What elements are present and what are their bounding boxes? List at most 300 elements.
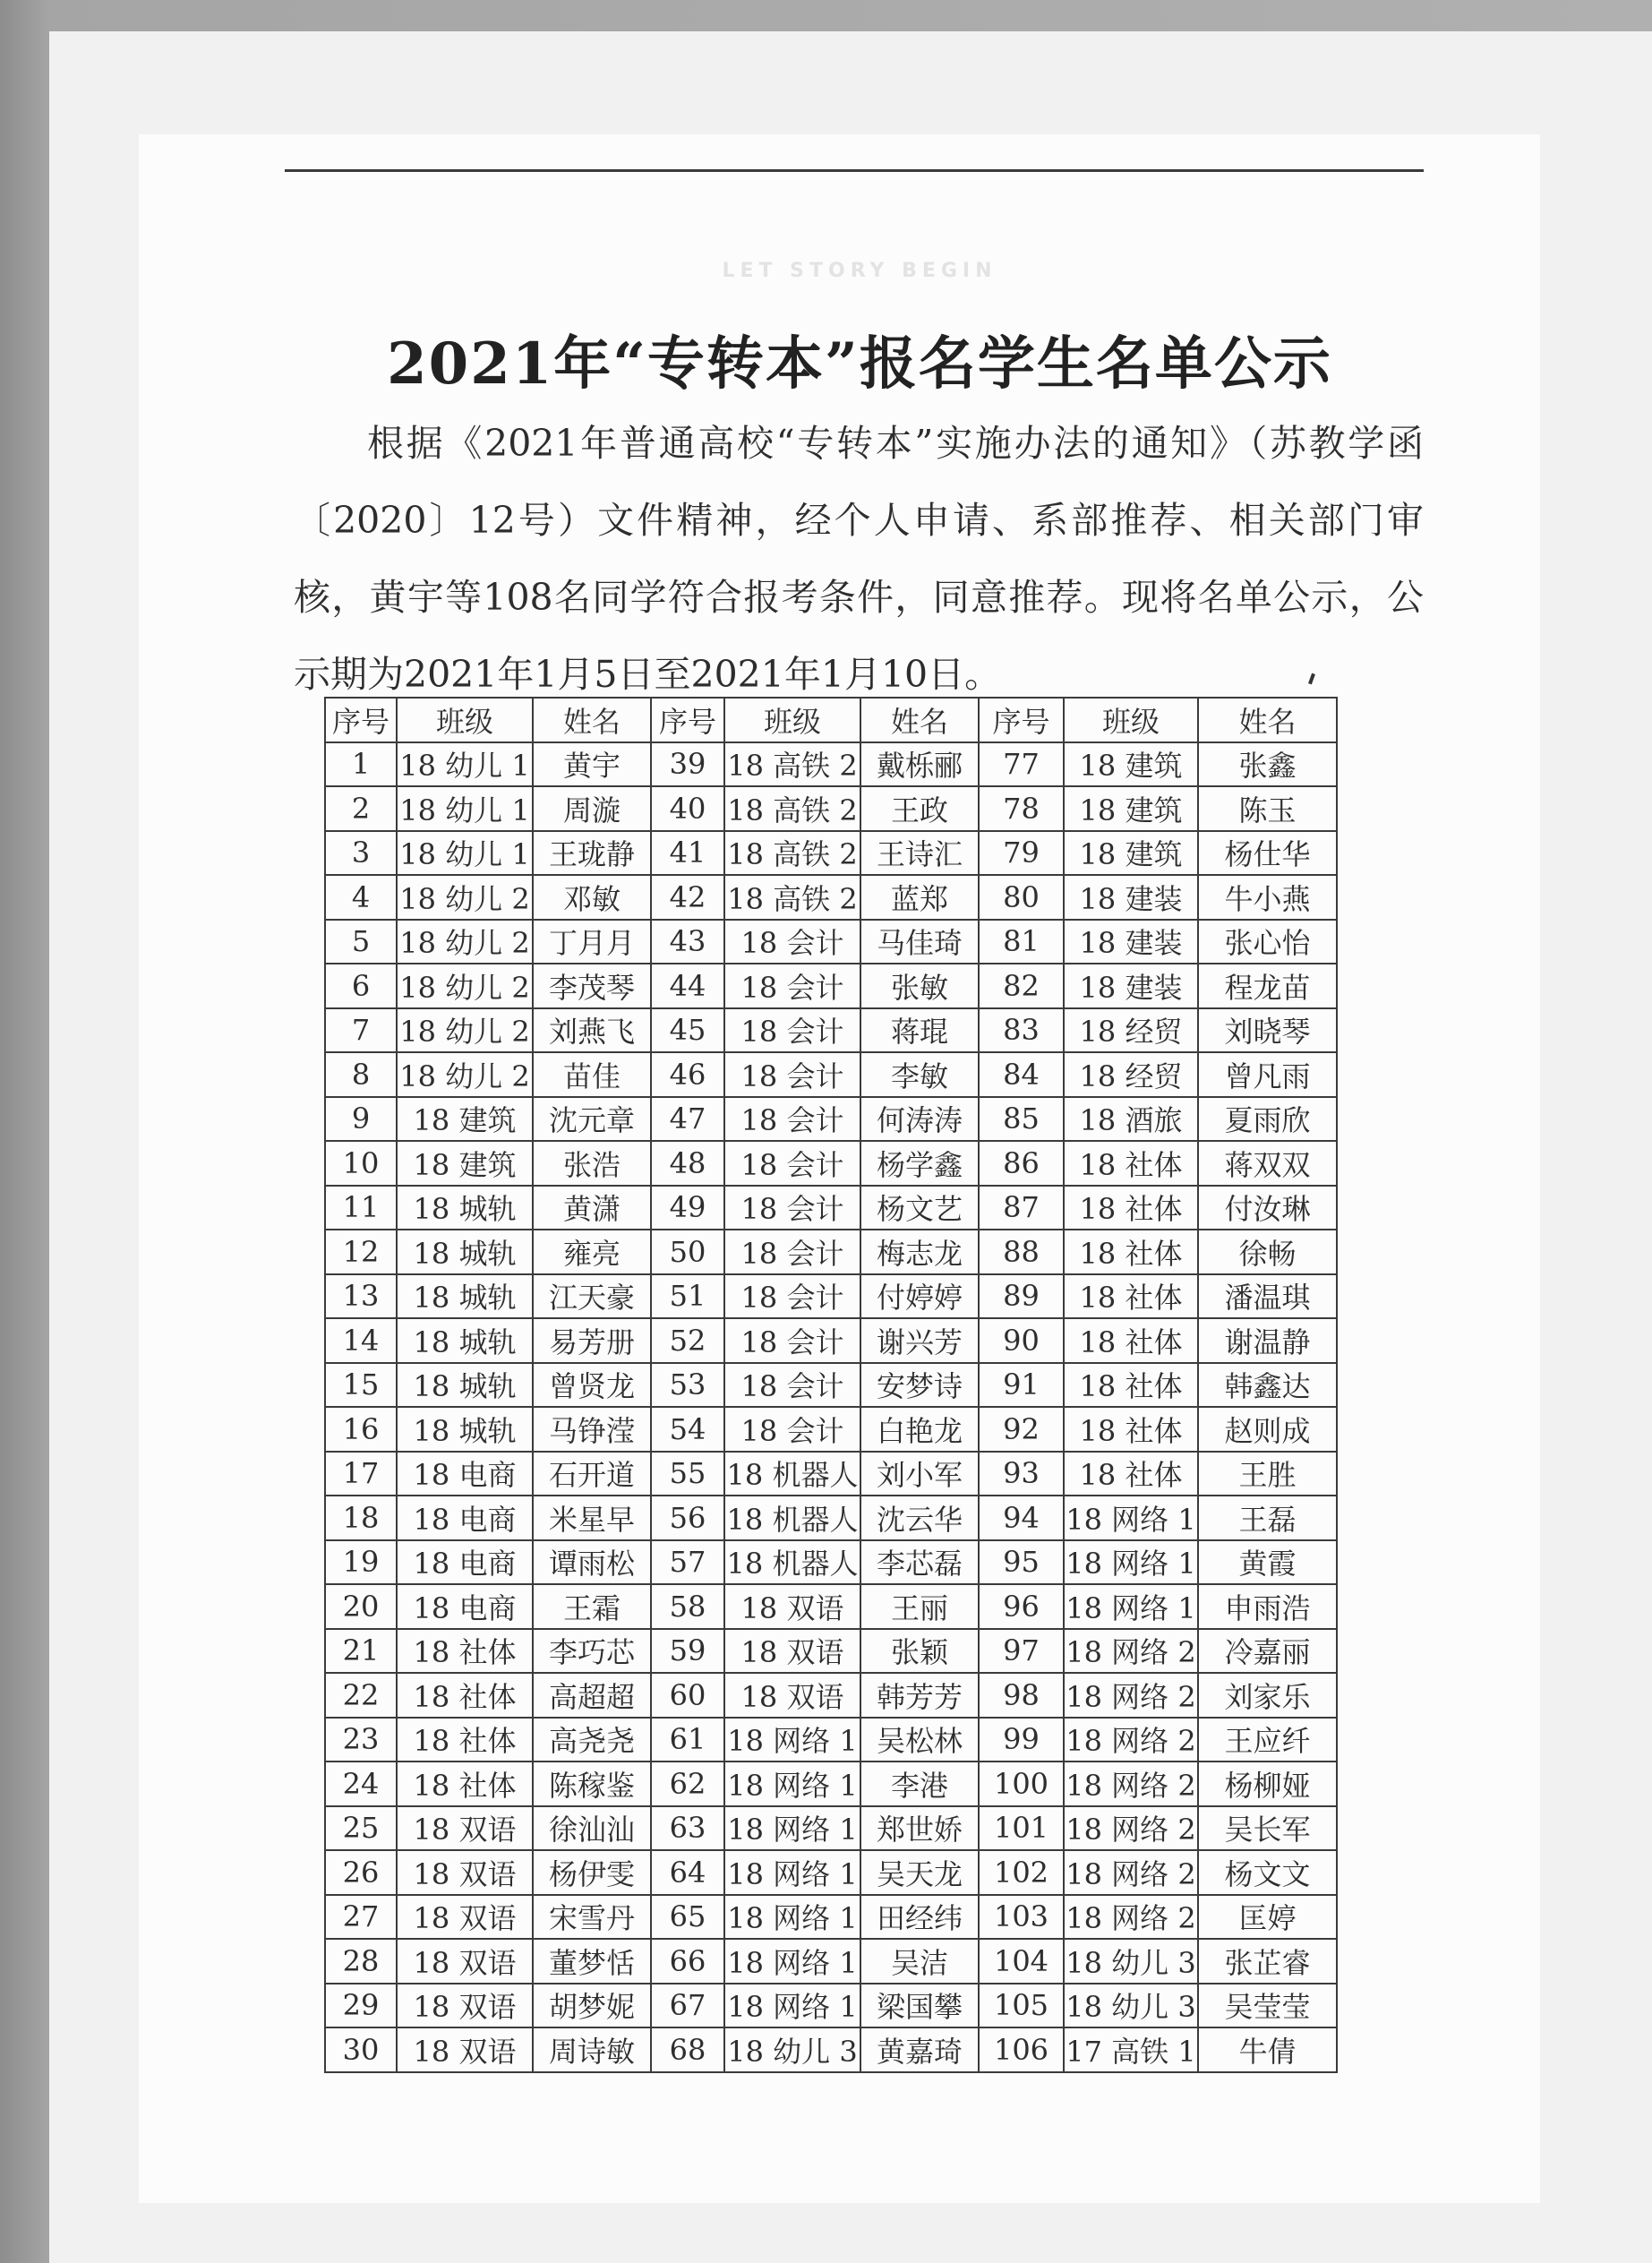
class-cell: 18 双语 [724,1673,860,1718]
name-cell: 吴天龙 [860,1850,979,1895]
name-cell: 刘晓琴 [1198,1008,1337,1053]
name-cell: 曾凡雨 [1198,1052,1337,1097]
seq-cell: 12 [325,1230,397,1274]
name-cell: 宋雪丹 [533,1895,651,1940]
name-cell: 苗佳 [533,1052,651,1097]
class-cell: 18 双语 [397,2027,533,2072]
seq-cell: 104 [979,1939,1064,1984]
name-cell: 白艳龙 [860,1407,979,1452]
seq-cell: 16 [325,1407,397,1452]
class-cell: 18 幼儿 3 [1064,1984,1198,2028]
seq-cell: 51 [651,1274,724,1319]
seq-cell: 41 [651,831,724,876]
name-cell: 蒋双双 [1198,1141,1337,1186]
name-cell: 牛倩 [1198,2027,1337,2072]
seq-cell: 21 [325,1629,397,1674]
name-cell: 李茂琴 [533,964,651,1008]
name-cell: 杨伊雯 [533,1850,651,1895]
student-roster-table [324,697,1338,2073]
class-cell: 18 高铁 2 [724,831,860,876]
class-cell: 18 幼儿 2 [397,1008,533,1053]
seq-cell: 77 [979,742,1064,787]
seq-cell: 84 [979,1052,1064,1097]
name-cell: 易芳册 [533,1318,651,1363]
table-row [325,920,1337,964]
table-header-row [325,698,1337,742]
class-cell: 18 社体 [1064,1363,1198,1408]
name-cell: 张颖 [860,1629,979,1674]
class-cell: 18 建装 [1064,875,1198,920]
class-cell: 18 双语 [397,1850,533,1895]
name-cell: 王珑静 [533,831,651,876]
class-cell: 18 幼儿 1 [397,742,533,787]
seq-cell: 29 [325,1984,397,2028]
table-row [325,1008,1337,1053]
class-cell: 18 网络 1 [1064,1496,1198,1540]
class-cell: 18 机器人 [724,1540,860,1585]
document-title: 2021年“专转本”报名学生名单公示 [387,330,1332,398]
seq-cell: 88 [979,1230,1064,1274]
seq-cell: 44 [651,964,724,1008]
class-cell: 18 社体 [397,1762,533,1806]
table-row [325,1806,1337,1851]
class-cell: 18 幼儿 2 [397,875,533,920]
seq-cell: 23 [325,1718,397,1762]
seq-cell: 53 [651,1363,724,1408]
name-cell: 付婷婷 [860,1274,979,1319]
seq-cell: 7 [325,1008,397,1053]
seq-cell: 6 [325,964,397,1008]
seq-cell: 61 [651,1718,724,1762]
class-cell: 18 城轨 [397,1186,533,1230]
name-cell: 蒋琨 [860,1008,979,1053]
name-cell: 杨柳娅 [1198,1762,1337,1806]
seq-cell: 85 [979,1097,1064,1142]
seq-cell: 90 [979,1318,1064,1363]
seq-cell: 40 [651,786,724,831]
header-name-1: 姓名 [533,698,651,742]
class-cell: 18 社体 [1064,1452,1198,1496]
class-cell: 18 双语 [397,1939,533,1984]
seq-cell: 60 [651,1673,724,1718]
name-cell: 王磊 [1198,1496,1337,1540]
name-cell: 吴洁 [860,1939,979,1984]
seq-cell: 43 [651,920,724,964]
seq-cell: 25 [325,1806,397,1851]
seq-cell: 50 [651,1230,724,1274]
class-cell: 18 机器人 [724,1452,860,1496]
seq-cell: 2 [325,786,397,831]
seq-cell: 28 [325,1939,397,1984]
seq-cell: 24 [325,1762,397,1806]
class-cell: 18 网络 1 [1064,1540,1198,1585]
seq-cell: 89 [979,1274,1064,1319]
class-cell: 18 建筑 [397,1141,533,1186]
seq-cell: 56 [651,1496,724,1540]
seq-cell: 48 [651,1141,724,1186]
seq-cell: 30 [325,2027,397,2072]
name-cell: 韩鑫达 [1198,1363,1337,1408]
class-cell: 18 社体 [397,1629,533,1674]
seq-cell: 79 [979,831,1064,876]
seq-cell: 106 [979,2027,1064,2072]
seq-cell: 10 [325,1141,397,1186]
table-row [325,1186,1337,1230]
name-cell: 江天豪 [533,1274,651,1319]
header-name-3: 姓名 [1198,698,1337,742]
seq-cell: 59 [651,1629,724,1674]
class-cell: 18 高铁 2 [724,875,860,920]
name-cell: 黄潇 [533,1186,651,1230]
name-cell: 蓝郑 [860,875,979,920]
seq-cell: 47 [651,1097,724,1142]
class-cell: 18 会计 [724,1274,860,1319]
seq-cell: 101 [979,1806,1064,1851]
class-cell: 18 幼儿 3 [1064,1939,1198,1984]
seq-cell: 49 [651,1186,724,1230]
name-cell: 刘燕飞 [533,1008,651,1053]
class-cell: 18 会计 [724,920,860,964]
class-cell: 18 网络 2 [1064,1895,1198,1940]
seq-cell: 42 [651,875,724,920]
seq-cell: 39 [651,742,724,787]
class-cell: 18 网络 1 [724,1806,860,1851]
class-cell: 18 酒旅 [1064,1097,1198,1142]
seq-cell: 83 [979,1008,1064,1053]
name-cell: 米星早 [533,1496,651,1540]
table-row [325,875,1337,920]
seq-cell: 5 [325,920,397,964]
seq-cell: 57 [651,1540,724,1585]
class-cell: 18 会计 [724,964,860,1008]
seq-cell: 13 [325,1274,397,1319]
seq-cell: 9 [325,1097,397,1142]
seq-cell: 54 [651,1407,724,1452]
seq-cell: 94 [979,1496,1064,1540]
seq-cell: 4 [325,875,397,920]
class-cell: 18 网络 1 [724,1850,860,1895]
class-cell: 18 幼儿 1 [397,786,533,831]
name-cell: 谢兴芳 [860,1318,979,1363]
name-cell: 牛小燕 [1198,875,1337,920]
name-cell: 王应纤 [1198,1718,1337,1762]
seq-cell: 103 [979,1895,1064,1940]
name-cell: 何涛涛 [860,1097,979,1142]
name-cell: 董梦恬 [533,1939,651,1984]
class-cell: 18 社体 [1064,1141,1198,1186]
name-cell: 徐汕汕 [533,1806,651,1851]
name-cell: 冷嘉丽 [1198,1629,1337,1674]
header-class-2: 班级 [724,698,860,742]
name-cell: 张心怡 [1198,920,1337,964]
name-cell: 潘温琪 [1198,1274,1337,1319]
class-cell: 18 幼儿 2 [397,1052,533,1097]
name-cell: 沈云华 [860,1496,979,1540]
class-cell: 18 会计 [724,1318,860,1363]
seq-cell: 97 [979,1629,1064,1674]
name-cell: 杨文文 [1198,1850,1337,1895]
class-cell: 18 会计 [724,1363,860,1408]
name-cell: 陈玉 [1198,786,1337,831]
name-cell: 田经纬 [860,1895,979,1940]
bleed-through-text: LET STORY BEGIN [722,260,997,282]
seq-cell: 20 [325,1584,397,1629]
header-seq-3: 序号 [979,698,1064,742]
class-cell: 18 建筑 [1064,786,1198,831]
class-cell: 18 会计 [724,1230,860,1274]
table-row [325,1318,1337,1363]
class-cell: 18 会计 [724,1008,860,1053]
name-cell: 谢温静 [1198,1318,1337,1363]
name-cell: 匡婷 [1198,1895,1337,1940]
seq-cell: 68 [651,2027,724,2072]
name-cell: 石开道 [533,1452,651,1496]
name-cell: 杨仕华 [1198,831,1337,876]
class-cell: 18 社体 [397,1673,533,1718]
class-cell: 18 建筑 [1064,831,1198,876]
name-cell: 徐畅 [1198,1230,1337,1274]
seq-cell: 91 [979,1363,1064,1408]
class-cell: 18 建装 [1064,964,1198,1008]
name-cell: 刘家乐 [1198,1673,1337,1718]
class-cell: 18 网络 1 [724,1718,860,1762]
class-cell: 18 网络 1 [724,1939,860,1984]
name-cell: 夏雨欣 [1198,1097,1337,1142]
seq-cell: 19 [325,1540,397,1585]
class-cell: 18 高铁 2 [724,786,860,831]
name-cell: 郑世娇 [860,1806,979,1851]
name-cell: 付汝琳 [1198,1186,1337,1230]
name-cell: 丁月月 [533,920,651,964]
class-cell: 18 网络 2 [1064,1629,1198,1674]
class-cell: 18 城轨 [397,1363,533,1408]
class-cell: 18 电商 [397,1452,533,1496]
class-cell: 18 网络 1 [1064,1584,1198,1629]
table-row [325,831,1337,876]
class-cell: 18 会计 [724,1407,860,1452]
class-cell: 18 幼儿 1 [397,831,533,876]
header-rule [285,169,1424,172]
class-cell: 18 社体 [397,1718,533,1762]
name-cell: 杨文艺 [860,1186,979,1230]
name-cell: 安梦诗 [860,1363,979,1408]
seq-cell: 66 [651,1939,724,1984]
name-cell: 马铮滢 [533,1407,651,1452]
name-cell: 张芷睿 [1198,1939,1337,1984]
table-row [325,1850,1337,1895]
notice-paragraph: 根据《2021年普通高校“专转本”实施办法的通知》（苏教学函〔2020〕12号）文件精神，经个人申请、系部推荐、相关部门审核，黄宇等108名同学符合报考条件，同意推荐。现将名单公示，公示期为2021年1月5日至2021年1月10日。 [294,422,1424,696]
class-cell: 18 城轨 [397,1230,533,1274]
seq-cell: 45 [651,1008,724,1053]
seq-cell: 78 [979,786,1064,831]
class-cell: 18 建筑 [1064,742,1198,787]
class-cell: 18 城轨 [397,1274,533,1319]
class-cell: 18 幼儿 2 [397,964,533,1008]
seq-cell: 58 [651,1584,724,1629]
class-cell: 18 经贸 [1064,1052,1198,1097]
seq-cell: 92 [979,1407,1064,1452]
seq-cell: 22 [325,1673,397,1718]
name-cell: 陈稼鉴 [533,1762,651,1806]
class-cell: 18 社体 [1064,1407,1198,1452]
table-row [325,1584,1337,1629]
name-cell: 梅志龙 [860,1230,979,1274]
name-cell: 申雨浩 [1198,1584,1337,1629]
name-cell: 梁国攀 [860,1984,979,2028]
class-cell: 18 城轨 [397,1318,533,1363]
class-cell: 18 双语 [724,1629,860,1674]
class-cell: 18 双语 [397,1806,533,1851]
seq-cell: 81 [979,920,1064,964]
name-cell: 周漩 [533,786,651,831]
table-row [325,1363,1337,1408]
seq-cell: 80 [979,875,1064,920]
header-name-2: 姓名 [860,698,979,742]
seq-cell: 15 [325,1363,397,1408]
class-cell: 18 网络 2 [1064,1673,1198,1718]
header-seq-1: 序号 [325,698,397,742]
class-cell: 18 网络 1 [724,1762,860,1806]
table-row [325,1673,1337,1718]
name-cell: 李港 [860,1762,979,1806]
class-cell: 18 网络 2 [1064,1718,1198,1762]
name-cell: 黄嘉琦 [860,2027,979,2072]
name-cell: 韩芳芳 [860,1673,979,1718]
seq-cell: 17 [325,1452,397,1496]
class-cell: 18 城轨 [397,1407,533,1452]
class-cell: 18 幼儿 3 [724,2027,860,2072]
table-row [325,1097,1337,1142]
seq-cell: 26 [325,1850,397,1895]
seq-cell: 46 [651,1052,724,1097]
seq-cell: 3 [325,831,397,876]
seq-cell: 98 [979,1673,1064,1718]
seq-cell: 95 [979,1540,1064,1585]
class-cell: 18 社体 [1064,1318,1198,1363]
name-cell: 程龙苗 [1198,964,1337,1008]
seq-cell: 11 [325,1186,397,1230]
class-cell: 18 社体 [1064,1186,1198,1230]
name-cell: 王胜 [1198,1452,1337,1496]
class-cell: 18 双语 [724,1584,860,1629]
name-cell: 高超超 [533,1673,651,1718]
class-cell: 18 会计 [724,1186,860,1230]
name-cell: 邓敏 [533,875,651,920]
seq-cell: 62 [651,1762,724,1806]
table-row [325,1984,1337,2028]
seq-cell: 8 [325,1052,397,1097]
name-cell: 张鑫 [1198,742,1337,787]
class-cell: 18 双语 [397,1895,533,1940]
class-cell: 18 网络 1 [724,1984,860,2028]
seq-cell: 52 [651,1318,724,1363]
table-row [325,786,1337,831]
class-cell: 17 高铁 1 [1064,2027,1198,2072]
table-row [325,1052,1337,1097]
name-cell: 李敏 [860,1052,979,1097]
name-cell: 李芯磊 [860,1540,979,1585]
name-cell: 李巧芯 [533,1629,651,1674]
header-seq-2: 序号 [651,698,724,742]
class-cell: 18 机器人 [724,1496,860,1540]
name-cell: 雍亮 [533,1230,651,1274]
name-cell: 张敏 [860,964,979,1008]
table-row [325,1629,1337,1674]
name-cell: 赵则成 [1198,1407,1337,1452]
table-row [325,1718,1337,1762]
class-cell: 18 网络 2 [1064,1850,1198,1895]
table-row [325,1274,1337,1319]
class-cell: 18 会计 [724,1097,860,1142]
name-cell: 吴松林 [860,1718,979,1762]
class-cell: 18 幼儿 2 [397,920,533,964]
class-cell: 18 电商 [397,1540,533,1585]
class-cell: 18 社体 [1064,1230,1198,1274]
name-cell: 戴栎郦 [860,742,979,787]
class-cell: 18 网络 1 [724,1895,860,1940]
seq-cell: 67 [651,1984,724,2028]
name-cell: 王政 [860,786,979,831]
seq-cell: 1 [325,742,397,787]
table-row [325,1407,1337,1452]
seq-cell: 99 [979,1718,1064,1762]
class-cell: 18 建装 [1064,920,1198,964]
seq-cell: 82 [979,964,1064,1008]
name-cell: 马佳琦 [860,920,979,964]
class-cell: 18 高铁 2 [724,742,860,787]
table-row [325,964,1337,1008]
seq-cell: 93 [979,1452,1064,1496]
class-cell: 18 经贸 [1064,1008,1198,1053]
class-cell: 18 建筑 [397,1097,533,1142]
name-cell: 刘小军 [860,1452,979,1496]
class-cell: 18 双语 [397,1984,533,2028]
class-cell: 18 会计 [724,1052,860,1097]
seq-cell: 27 [325,1895,397,1940]
seq-cell: 96 [979,1584,1064,1629]
seq-cell: 64 [651,1850,724,1895]
seq-cell: 105 [979,1984,1064,2028]
class-cell: 18 网络 2 [1064,1762,1198,1806]
name-cell: 王丽 [860,1584,979,1629]
table-row [325,1762,1337,1806]
name-cell: 高尧尧 [533,1718,651,1762]
name-cell: 周诗敏 [533,2027,651,2072]
name-cell: 王诗汇 [860,831,979,876]
name-cell: 王霜 [533,1584,651,1629]
class-cell: 18 电商 [397,1496,533,1540]
name-cell: 曾贤龙 [533,1363,651,1408]
table-row [325,1141,1337,1186]
name-cell: 杨学鑫 [860,1141,979,1186]
seq-cell: 55 [651,1452,724,1496]
name-cell: 张浩 [533,1141,651,1186]
header-class-3: 班级 [1064,698,1198,742]
seq-cell: 102 [979,1850,1064,1895]
table-row [325,1230,1337,1274]
class-cell: 18 社体 [1064,1274,1198,1319]
class-cell: 18 电商 [397,1584,533,1629]
seq-cell: 65 [651,1895,724,1940]
table-row [325,1895,1337,1940]
table-row [325,2027,1337,2072]
header-class-1: 班级 [397,698,533,742]
table-row [325,742,1337,787]
table-row [325,1939,1337,1984]
name-cell: 吴莹莹 [1198,1984,1337,2028]
table-row [325,1452,1337,1496]
seq-cell: 86 [979,1141,1064,1186]
